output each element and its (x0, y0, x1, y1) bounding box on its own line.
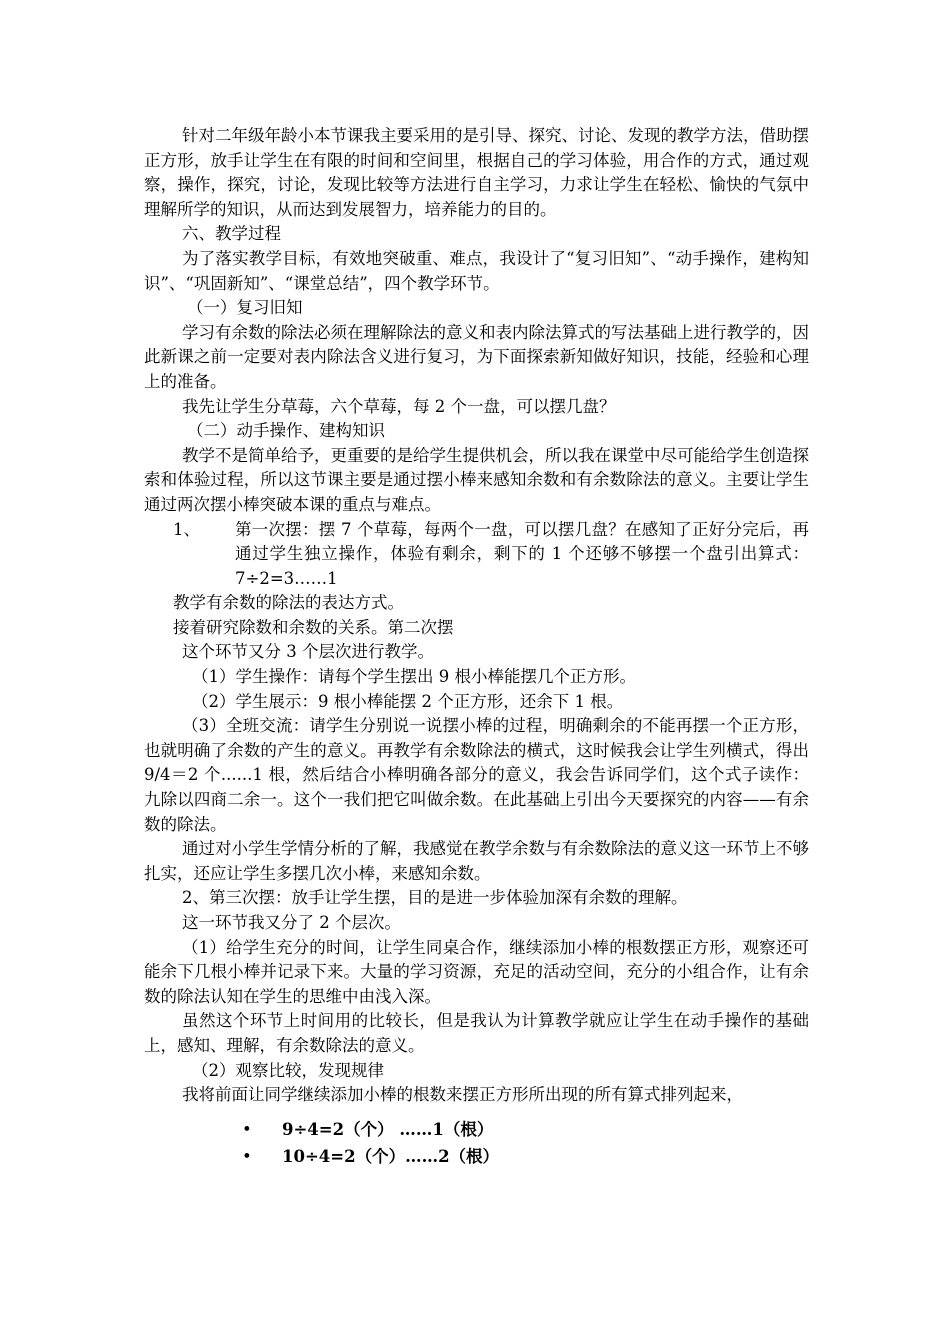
section-heading-teaching-process: 六、教学过程 (182, 224, 281, 244)
paragraph-expression: 教学有余数的除法的表达方式。 (173, 593, 404, 613)
document-body (144, 124, 809, 1170)
step-student-display: （2）学生展示：9 根小棒能摆 2 个正方形，还余下 1 根。 (192, 691, 624, 711)
paragraph-time-note: 虽然这个环节上时间用的比较长，但是我认为计算教学就应让学生在动手操作的基础上，感知、理解，有余数除法的意义。 (144, 1011, 809, 1055)
paragraph-teaching-method: 针对二年级年龄小本节课我主要采用的是引导、探究、讨论、发现的教学方法，借助摆正方形，放手让学生在有限的时间和空间里，根据自己的学习体验，用合作的方式，通过观察，操作，探究，讨论，发现比较等方法进行自主学习，力求让学生在轻松、愉快的气氛中理解所学的知识，从而达到发展智力，培养能力的目的。 (144, 126, 809, 219)
paragraph-strawberry: 我先让学生分草莓，六个草莓，每 2 个一盘，可以摆几盘？ (182, 396, 616, 416)
paragraph-relation: 接着研究除数和余数的关系。第二次摆 (173, 617, 454, 637)
step-observe-compare: （2）观察比较，发现规律 (192, 1060, 384, 1080)
subheading-review: （一）复习旧知 (187, 298, 303, 318)
step-class-discussion: （3）全班交流：请学生分别说一说摆小棒的过程，明确剩余的不能再摆一个正方形，也就明确了余数的产生的意义。再教学有余数除法的横式，这时候我会让学生列横式，得出 9/4＝2 个......1 根，然后结合小棒明确各部分的意义，我会告诉同学们，这个式子读作：九除以四商二余一。这个一我们把它叫做余数。在此基础上引出今天要探究的内容——有余数的除法。 (144, 716, 809, 834)
step-student-operation: （1）学生操作：请每个学生摆出 9 根小棒能摆几个正方形。 (192, 667, 636, 687)
paragraph-pair-work: （1）给学生充分的时间，让学生同桌合作，继续添加小棒的根数摆正方形，观察还可能余下几根小棒并记录下来。大量的学习资源，充足的活动空间，充分的小组合作，让有余数的除法认知在学生的思维中由浅入深。 (144, 937, 809, 1006)
paragraph-hands-on: 教学不是简单给予，更重要的是给学生提供机会，所以我在课堂中尽可能给学生创造探索和体验过程，所以这节课主要是通过摆小棒来感知余数和有余数除法的意义。主要让学生通过两次摆小棒突破本课的重点与难点。 (144, 445, 809, 514)
list-number: 1、 (173, 519, 200, 539)
subheading-hands-on: （二）动手操作、建构知识 (187, 421, 385, 441)
paragraph-arrange-formulas: 我将前面让同学继续添加小棒的根数来摆正方形所出现的所有算式排列起来， (182, 1085, 743, 1105)
paragraph-teaching-stages: 为了落实教学目标，有效地突破重、难点，我设计了“复习旧知”、“动手操作，建构知识”、“巩固新知”、“课堂总结”，四个教学环节。 (144, 248, 809, 293)
formula-item (242, 1116, 809, 1143)
paragraph-third-attempt: 2、第三次摆：放手让学生摆，目的是进一步体验加深有余数的理解。 (182, 888, 688, 908)
paragraph-reflection: 通过对小学生学情分析的了解，我感觉在教学余数与有余数除法的意义这一环节上不够扎实，还应让学生多摆几次小棒，来感知余数。 (144, 839, 809, 883)
paragraph-three-levels: 这个环节又分 3 个层次进行教学。 (182, 642, 434, 662)
formula-text: 10÷4=2（个）……2（根） (282, 1146, 500, 1166)
paragraph-review: 学习有余数的除法必须在理解除法的意义和表内除法算式的写法基础上进行教学的，因此新课之前一定要对表内除法含义进行复习，为下面探索新知做好知识，技能，经验和心理上的准备。 (144, 322, 809, 391)
bullet-dot-icon: • (242, 1146, 252, 1166)
paragraph-two-levels: 这一环节我又分了 2 个层次。 (182, 913, 401, 932)
formula-item (242, 1143, 809, 1170)
formula-text: 9÷4=2（个） ……1（根） (282, 1119, 494, 1139)
list-text: 第一次摆：摆 7 个草莓，每两个一盘，可以摆几盘？在感知了正好分完后，再通过学生独立操作，体验有剩余，剩下的 1 个还够不够摆一个盘引出算式：7÷2=3……1 (235, 519, 809, 588)
list-item-first-attempt (173, 518, 809, 592)
bullet-dot-icon: • (242, 1119, 252, 1139)
formula-list (144, 1116, 809, 1170)
